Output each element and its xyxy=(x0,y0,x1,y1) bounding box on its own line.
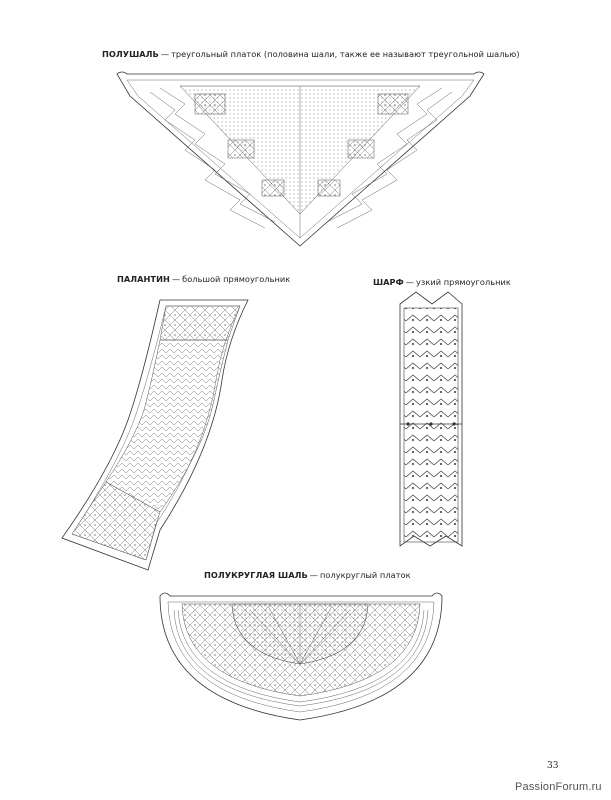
palantine-term: ПАЛАНТИН xyxy=(117,274,170,284)
caption-dash: — xyxy=(309,570,318,580)
page-number: 33 xyxy=(547,761,559,771)
scarf-term: ШАРФ xyxy=(373,277,404,287)
palantine-description: большой прямоугольник xyxy=(182,274,291,284)
caption-dash: — xyxy=(405,277,415,287)
half-shawl-term: ПОЛУШАЛЬ xyxy=(102,49,159,59)
semicircle-shawl-term: ПОЛУКРУГЛАЯ ШАЛЬ xyxy=(204,570,308,580)
scarf-description: узкий прямоугольник xyxy=(416,277,511,287)
half-shawl-description: треугольный платок (половина шали, также ее называют треугольной шалью) xyxy=(171,49,520,59)
watermark: PassionForum.ru xyxy=(515,781,602,793)
caption-dash: — xyxy=(171,274,181,284)
caption-dash: — xyxy=(160,49,170,59)
semicircle-shawl-description: полукруглый платок xyxy=(319,570,411,580)
